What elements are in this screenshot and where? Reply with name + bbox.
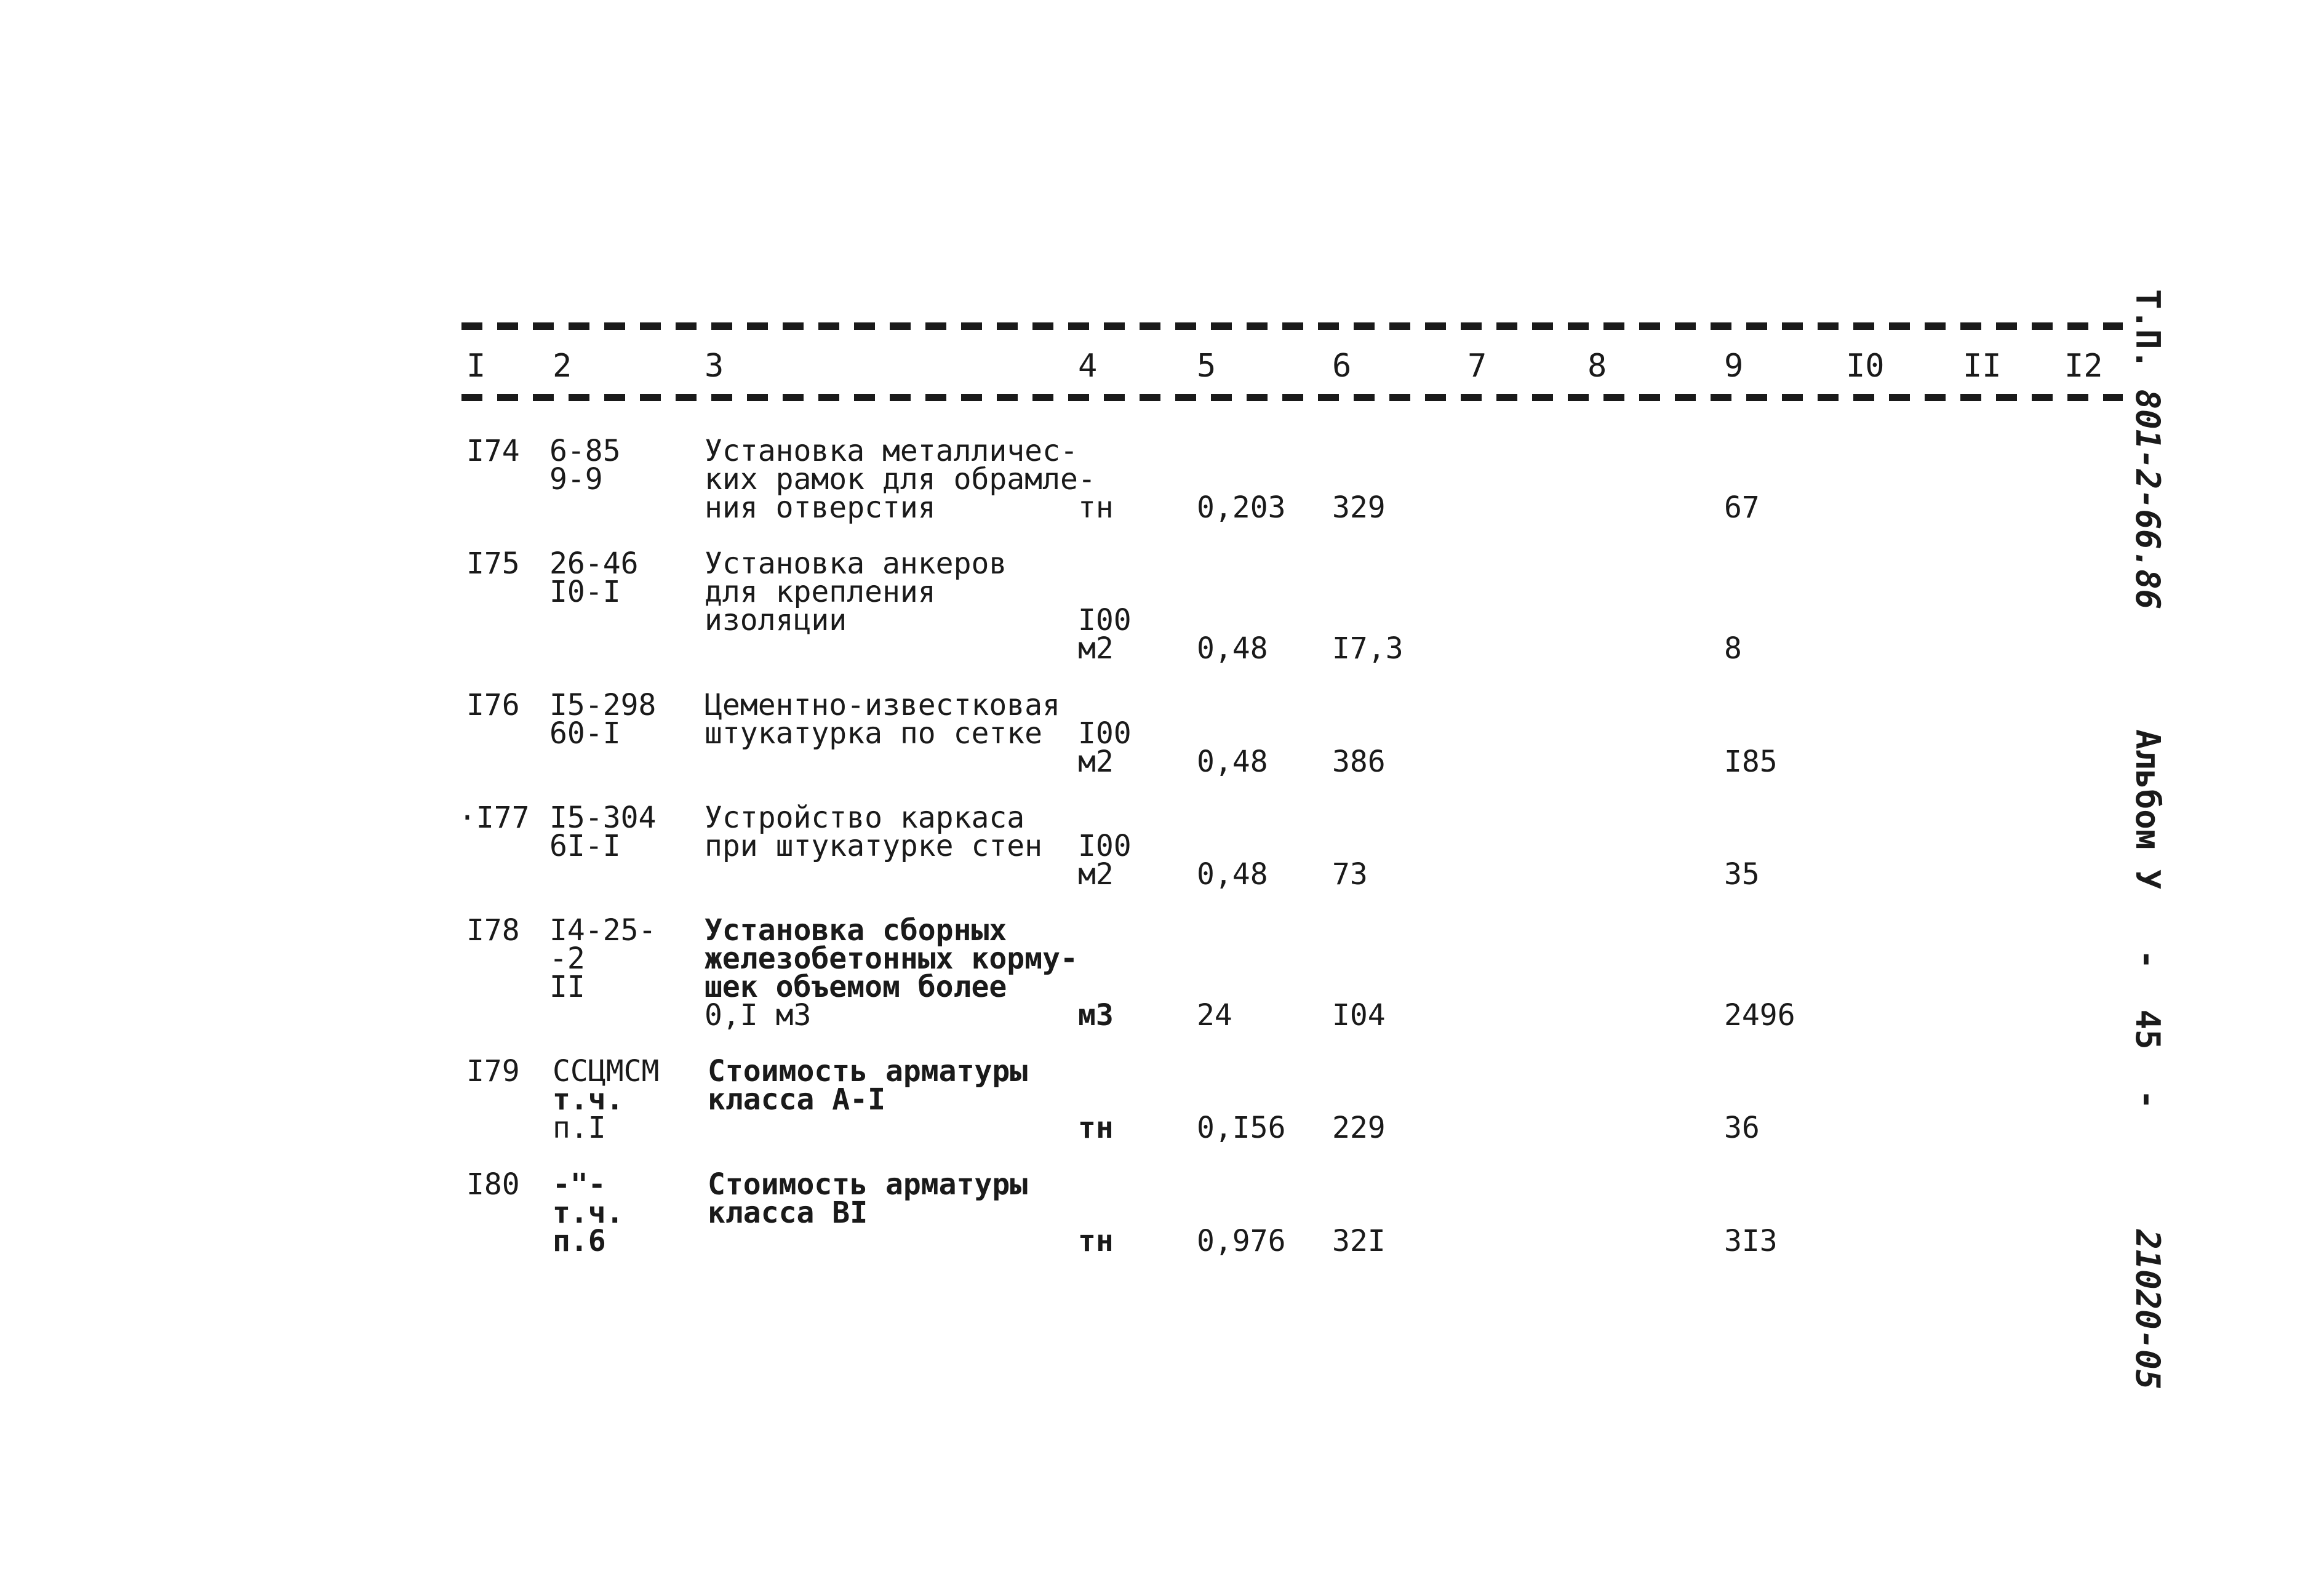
row-total: 3I3 (1724, 1224, 1778, 1258)
row-total: 2496 (1724, 998, 1795, 1033)
row-number: I75 (466, 546, 520, 581)
header-col-8: 8 (1587, 348, 1607, 385)
row-price: I04 (1332, 998, 1386, 1033)
row-code: I4-25- (549, 913, 657, 948)
header-col-2: 2 (553, 348, 572, 385)
row-description: ких рамок для обрамле- (705, 462, 1096, 497)
row-number: I76 (466, 688, 520, 722)
side-label (2122, 289, 2173, 1390)
header-col-3: 3 (705, 348, 724, 385)
side-label-page: - 45 - (2128, 949, 2167, 1109)
row-code: 9-9 (549, 462, 603, 497)
row-code: ССЦМСМ (553, 1054, 660, 1089)
row-number: I74 (466, 434, 520, 468)
row-code: п.I (553, 1111, 606, 1145)
row-number: ·I77 (458, 801, 530, 835)
row-unit: тн (1078, 490, 1114, 525)
row-total: I85 (1724, 745, 1778, 779)
row-description: Стоимость арматуры (708, 1167, 1028, 1202)
row-unit: тн (1078, 1224, 1114, 1258)
row-code: 60-I (549, 716, 621, 751)
row-code: I0-I (549, 575, 621, 609)
row-quantity: 0,976 (1197, 1224, 1286, 1258)
header-col-12: I2 (2064, 348, 2103, 385)
row-description: 0,I м3 (705, 998, 812, 1033)
header-col-9: 9 (1724, 348, 1744, 385)
row-price: 329 (1332, 490, 1386, 525)
row-quantity: 0,48 (1197, 745, 1268, 779)
row-price: 229 (1332, 1111, 1386, 1145)
row-code: 26-46 (549, 546, 639, 581)
top-dashed-rule (461, 322, 2123, 330)
row-quantity: 0,203 (1197, 490, 1286, 525)
row-unit: м2 (1078, 631, 1114, 666)
row-description: ния отверстия (705, 490, 936, 525)
row-total: 67 (1724, 490, 1760, 525)
row-code: I5-304 (549, 801, 657, 835)
row-unit: тн (1078, 1111, 1114, 1145)
side-label-album: Альбом У (2128, 729, 2167, 890)
row-description: штукатурка по сетке (705, 716, 1043, 751)
row-price: 32I (1332, 1224, 1386, 1258)
row-quantity: 24 (1197, 998, 1232, 1033)
row-description: Устройство каркаса (705, 801, 1025, 835)
row-description: класса BI (708, 1196, 868, 1230)
row-unit: I00 (1078, 603, 1132, 637)
row-code: 6-85 (549, 434, 621, 468)
row-unit: м3 (1078, 998, 1114, 1033)
row-quantity: 0,I56 (1197, 1111, 1286, 1145)
row-total: 8 (1724, 631, 1742, 666)
side-label-tp: Т.П. (2128, 289, 2167, 370)
row-code: II (549, 970, 585, 1004)
row-unit: м2 (1078, 857, 1114, 892)
row-total: 36 (1724, 1111, 1760, 1145)
row-code: -2 (549, 941, 585, 976)
row-code: т.ч. (553, 1082, 624, 1117)
row-description: изоляции (705, 603, 847, 637)
row-description: при штукатурке стен (705, 829, 1043, 863)
row-number: I80 (466, 1167, 520, 1202)
header-col-1: I (466, 348, 486, 385)
side-label-project: 801-2-66.86 (2128, 389, 2167, 610)
row-description: Стоимость арматуры (708, 1054, 1028, 1089)
row-unit: м2 (1078, 745, 1114, 779)
row-description: Установка сборных (705, 913, 1007, 948)
side-label-code: 21020-05 (2128, 1229, 2167, 1390)
header-col-11: II (1963, 348, 2002, 385)
row-quantity: 0,48 (1197, 857, 1268, 892)
row-price: I7,3 (1332, 631, 1404, 666)
header-col-10: I0 (1846, 348, 1885, 385)
row-description: Установка анкеров (705, 546, 1007, 581)
row-number: I79 (466, 1054, 520, 1089)
row-unit: I00 (1078, 716, 1132, 751)
row-code: т.ч. (553, 1196, 624, 1230)
row-number: I78 (466, 913, 520, 948)
row-description: Установка металличес- (705, 434, 1078, 468)
row-code: I5-298 (549, 688, 657, 722)
row-quantity: 0,48 (1197, 631, 1268, 666)
row-description: железобетонных корму- (705, 941, 1078, 976)
header-col-4: 4 (1078, 348, 1098, 385)
header-col-7: 7 (1467, 348, 1487, 385)
row-description: шек объемом более (705, 970, 1007, 1004)
row-price: 73 (1332, 857, 1368, 892)
row-code: -"- (553, 1167, 606, 1202)
row-unit: I00 (1078, 829, 1132, 863)
row-total: 35 (1724, 857, 1760, 892)
row-code: п.6 (553, 1224, 606, 1258)
row-code: 6I-I (549, 829, 621, 863)
row-description: для крепления (705, 575, 936, 609)
row-description: Цементно-известковая (705, 688, 1060, 722)
row-price: 386 (1332, 745, 1386, 779)
header-col-6: 6 (1332, 348, 1352, 385)
header-col-5: 5 (1197, 348, 1216, 385)
header-dashed-rule (461, 394, 2123, 401)
row-description: класса А-I (708, 1082, 885, 1117)
